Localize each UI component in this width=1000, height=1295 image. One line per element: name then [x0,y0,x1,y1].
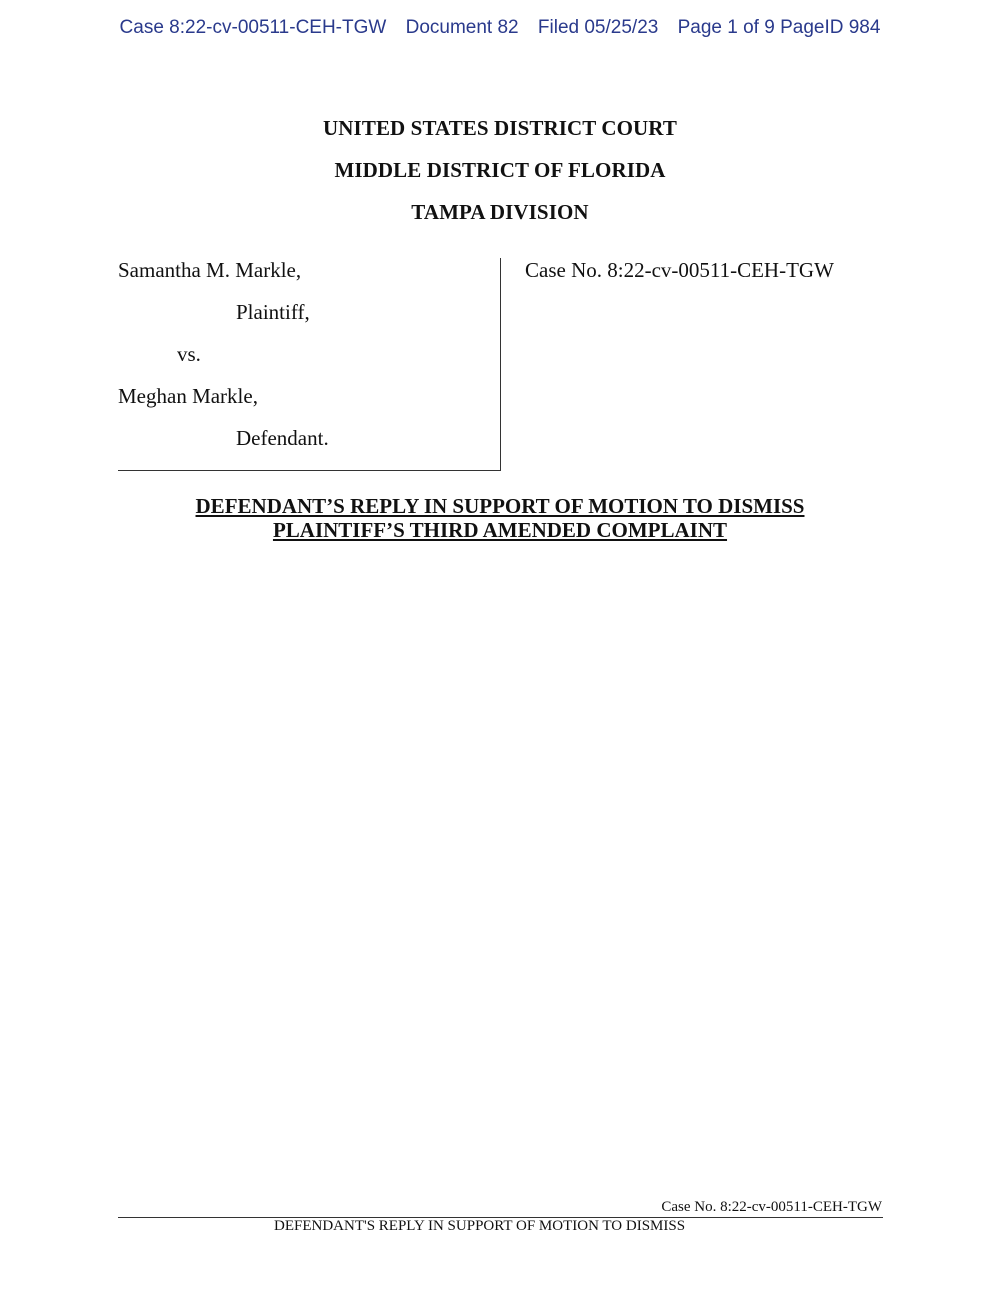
court-district: MIDDLE DISTRICT OF FLORIDA [334,158,666,182]
document-title-line-1: DEFENDANT’S REPLY IN SUPPORT OF MOTION TO DISMISS [195,494,805,518]
footer-case-number: Case No. 8:22-cv-00511-CEH-TGW [661,1199,882,1215]
document-title [0,494,1000,542]
court-division: TAMPA DIVISION [411,200,589,224]
defendant-role: Defendant. [236,426,329,450]
case-caption-box [118,258,501,471]
defendant-name: Meghan Markle, [118,384,258,408]
document-title-line-2: PLAINTIFF’S THIRD AMENDED COMPLAINT [272,518,728,542]
ecf-page-info: Page 1 of 9 PageID 984 [677,17,881,38]
plaintiff-role: Plaintiff, [236,300,310,324]
ecf-filed-date: Filed 05/25/23 [537,17,659,38]
footer-document-title: DEFENDANT'S REPLY IN SUPPORT OF MOTION TO DISMISS [274,1218,686,1234]
court-name: UNITED STATES DISTRICT COURT [323,116,677,140]
ecf-filing-header [0,17,1000,39]
caption-case-number: Case No. 8:22-cv-00511-CEH-TGW [525,258,834,282]
ecf-document-number: Document 82 [405,17,519,38]
plaintiff-name: Samantha M. Markle, [118,258,302,282]
ecf-case-number: Case 8:22-cv-00511-CEH-TGW [119,17,387,38]
versus-label: vs. [177,342,201,366]
